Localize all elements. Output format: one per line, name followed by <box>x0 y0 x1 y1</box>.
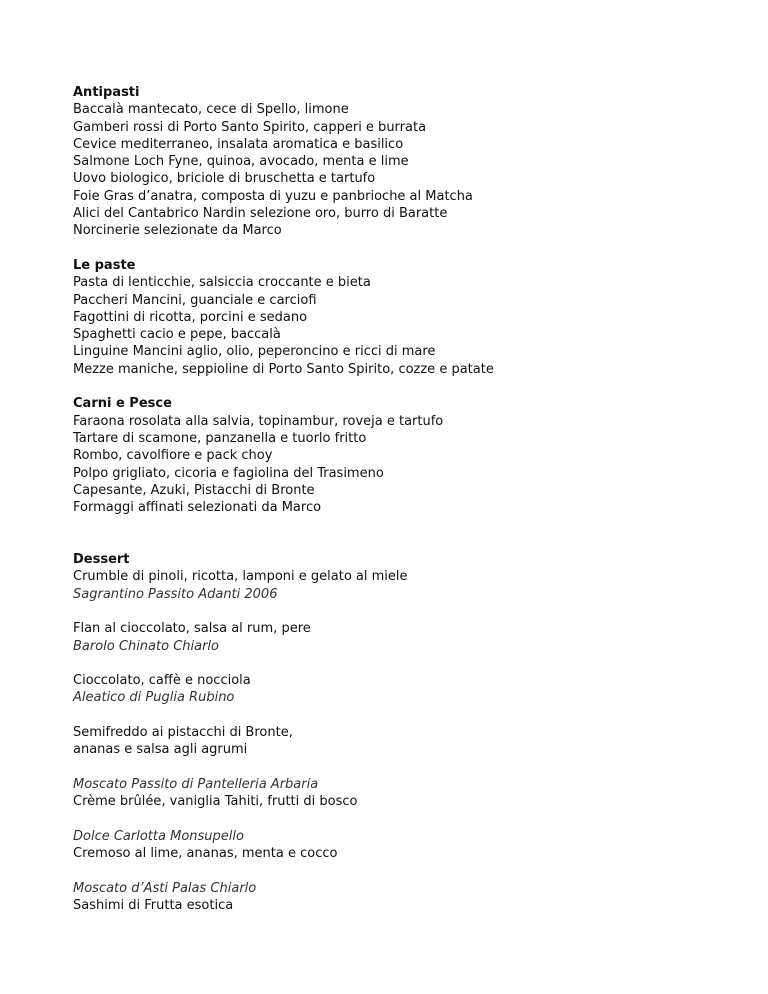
menu-item: Cevice mediterraneo, insalata aromatica e basilico <box>73 136 404 152</box>
menu-item: Gamberi rossi di Porto Santo Spirito, capperi e burrata <box>73 119 427 135</box>
menu-item: Uovo biologico, briciole di bruschetta e tartufo <box>73 171 376 187</box>
menu-item: Crumble di pinoli, ricotta, lamponi e gelato al miele <box>73 569 408 585</box>
menu-item: Tartare di scamone, panzanella e tuorlo fritto <box>73 430 367 446</box>
menu-item: Alici del Cantabrico Nardin selezione oro, burro di Baratte <box>73 206 448 222</box>
menu-item: Crème brûlée, vaniglia Tahiti, frutti di bosco <box>73 794 358 810</box>
menu-item: Flan al cioccolato, salsa al rum, pere <box>73 621 311 637</box>
menu-item: Norcinerie selezionate da Marco <box>73 223 282 239</box>
section-title-paste: Le paste <box>73 257 136 273</box>
menu-item: Formaggi affinati selezionati da Marco <box>73 500 322 516</box>
wine-pairing: Moscato Passito di Pantelleria Arbaria <box>73 776 319 792</box>
section-title-antipasti: Antipasti <box>73 85 140 100</box>
wine-pairing: Moscato d’Asti Palas Chiarlo <box>73 880 257 896</box>
menu-item: Sashimi di Frutta esotica <box>73 897 234 913</box>
menu-item: Semifreddo ai pistacchi di Bronte, <box>73 724 293 740</box>
wine-pairing: Sagrantino Passito Adanti 2006 <box>73 586 278 602</box>
menu-item: Capesante, Azuki, Pistacchi di Bronte <box>73 482 315 498</box>
menu-item: Polpo grigliato, cicoria e fagiolina del Trasimeno <box>73 465 384 481</box>
menu-item: ananas e salsa agli agrumi <box>73 742 248 758</box>
menu-item: Linguine Mancini aglio, olio, peperoncino e ricci di mare <box>73 344 436 360</box>
wine-pairing: Aleatico di Puglia Rubino <box>73 690 235 706</box>
menu-item: Faraona rosolata alla salvia, topinambur, roveja e tartufo <box>73 413 444 429</box>
section-title-carni-pesce: Carni e Pesce <box>73 396 172 412</box>
menu-item: Pasta di lenticchie, salsiccia croccante e bieta <box>73 275 371 291</box>
menu-item: Rombo, cavolfiore e pack choy <box>73 448 273 464</box>
menu-item: Cremoso al lime, ananas, menta e cocco <box>73 846 338 862</box>
menu-item: Salmone Loch Fyne, quinoa, avocado, menta e lime <box>73 154 409 170</box>
menu-item: Paccheri Mancini, guanciale e carciofi <box>73 292 317 308</box>
menu-item: Foie Gras d’anatra, composta di yuzu e panbrioche al Matcha <box>73 188 473 204</box>
wine-pairing: Barolo Chinato Chiarlo <box>73 638 220 654</box>
menu-item: Mezze maniche, seppioline di Porto Santo Spirito, cozze e patate <box>73 361 494 377</box>
menu-item: Baccalà mantecato, cece di Spello, limone <box>73 102 349 118</box>
menu-page <box>73 84 733 914</box>
menu-item: Spaghetti cacio e pepe, baccalà <box>73 327 281 343</box>
section-title-dessert: Dessert <box>73 552 130 568</box>
menu-item: Fagottini di ricotta, porcini e sedano <box>73 309 308 325</box>
wine-pairing: Dolce Carlotta Monsupello <box>73 828 244 844</box>
menu-item: Cioccolato, caffè e nocciola <box>73 673 251 689</box>
